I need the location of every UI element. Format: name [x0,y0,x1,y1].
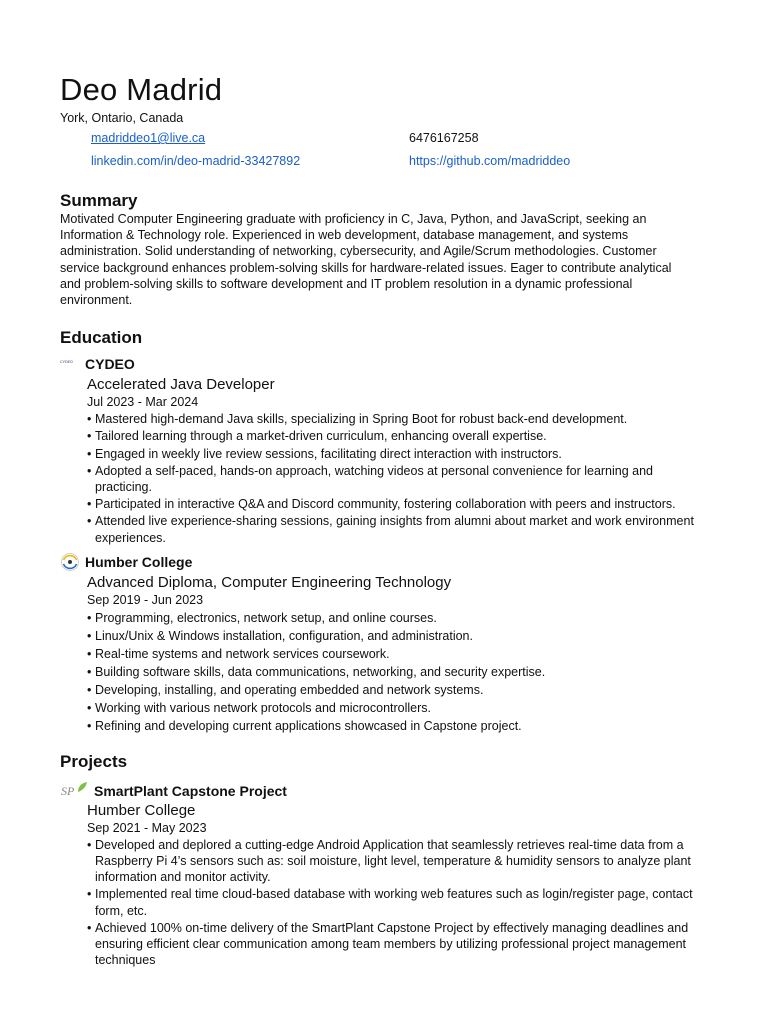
list-item: • Working with various network protocols and microcontrollers. [87,700,700,716]
cydeo-logo-text: CYDEO [60,360,73,365]
list-item: • Refining and developing current applications showcased in Capstone project. [87,718,700,734]
github-link[interactable]: https://github.com/madriddeo [409,154,571,168]
project-dates: Sep 2021 - May 2023 [87,820,207,835]
resume-page [60,72,700,968]
education-entry-cydeo [60,354,700,546]
humber-logo-icon [60,552,82,572]
project-entry-smartplant [60,780,700,969]
list-item: • Linux/Unix & Windows installation, configuration, and administration. [87,628,700,644]
education-org: Humber College [85,553,193,570]
list-item: • Engaged in weekly live review sessions, facilitating direct interaction with instructors. [87,446,700,462]
education-section [60,328,700,734]
education-bullets [87,411,700,546]
education-bullets [87,610,700,734]
candidate-name: Deo Madrid [60,72,223,107]
list-item: • Developing, installing, and operating embedded and network systems. [87,682,700,698]
smartplant-logo-icon [60,781,90,801]
list-item: • Mastered high-demand Java skills, specializing in Spring Boot for robust back-end development. [87,411,700,427]
list-item: • Real-time systems and network services coursework. [87,646,700,662]
education-heading: Education [60,328,143,348]
list-item: • Adopted a self-paced, hands-on approach, watching videos at personal convenience for learning and practicing. [87,463,700,495]
list-item: • Building software skills, data communications, networking, and security expertise. [87,664,700,680]
smartplant-logo-text: SP [61,783,75,798]
project-org: Humber College [87,801,196,819]
education-dates: Sep 2019 - Jun 2023 [87,592,204,607]
education-entry-humber [60,552,700,734]
summary-heading: Summary [60,191,138,210]
list-item: • Programming, electronics, network setup, and online courses. [87,610,700,626]
education-degree: Accelerated Java Developer [87,376,275,394]
list-item: • Achieved 100% on-time delivery of the SmartPlant Capstone Project by effectively managing deadlines and ensuring efficient clear communication among team members by utilizing professional project management techniques [87,920,700,969]
summary-text: Motivated Computer Engineering graduate with proficiency in C, Java, Python, and JavaScript, seeking an Information & Technology role. Experienced in web development, database management, and systems administration. Solid understanding of networking, cybersecurity, and Agile/Scrum methodologies. Customer service background enhances problem-solving skills for hardware-related issues. Eager to contribute analytical and problem-solving skills to software development and IT problem resolution in a dynamic professional environment. [60,212,672,308]
project-name: SmartPlant Capstone Project [94,782,287,799]
linkedin-link[interactable]: linkedin.com/in/deo-madrid-33427892 [91,154,301,168]
projects-heading: Projects [60,751,128,771]
email-link[interactable]: madriddeo1@live.ca [91,131,206,145]
list-item: • Implemented real time cloud-based database with working web features such as login/register page, contact form, etc. [87,886,700,918]
projects-section [60,752,700,969]
location: York, Ontario, Canada [60,111,184,125]
list-item: • Attended live experience-sharing sessions, gaining insights from alumni about market and work environment experiences. [87,513,700,545]
education-dates: Jul 2023 - Mar 2024 [87,395,199,410]
contact-info [91,130,700,169]
cydeo-logo-icon [60,354,82,374]
list-item: • Participated in interactive Q&A and Discord community, fostering collaboration with peers and instructors. [87,496,700,512]
education-degree: Advanced Diploma, Computer Engineering Technology [87,573,452,591]
education-org: CYDEO [85,356,135,373]
list-item: • Tailored learning through a market-driven curriculum, enhancing overall expertise. [87,428,700,444]
phone-number: 6476167258 [409,131,479,145]
project-bullets [87,837,700,969]
list-item: • Developed and deplored a cutting-edge Android Application that seamlessly retrieves real-time data from a Raspberry Pi 4’s sensors such as: soil moisture, light level, temperature & humidity sensors to analyze plant information and monitor activity. [87,837,700,886]
